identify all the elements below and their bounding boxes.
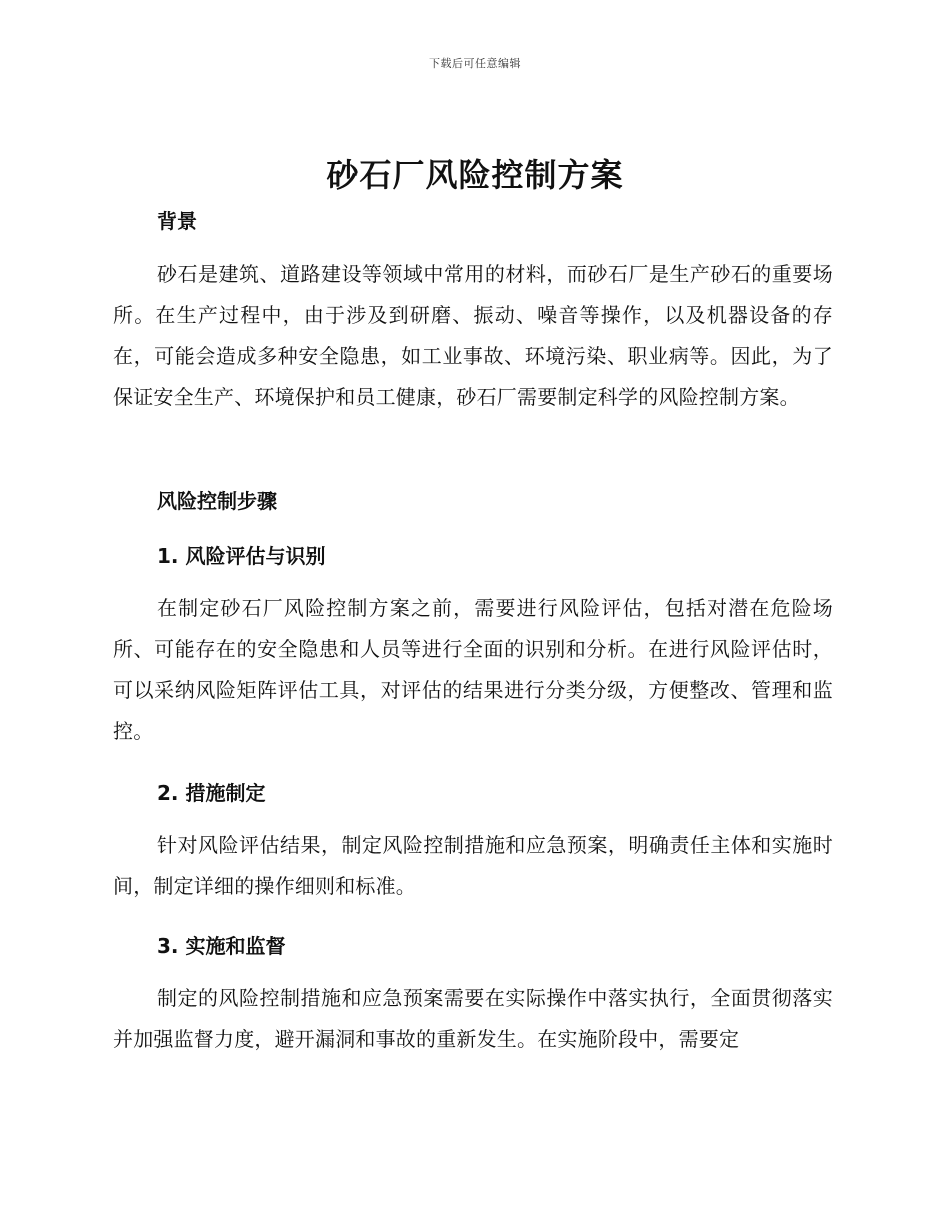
- step2-paragraph: 针对风险评估结果，制定风险控制措施和应急预案，明确责任主体和实施时间，制定详细的操作细则和标准。: [113, 833, 833, 898]
- step1-heading: 1. 风险评估与识别: [157, 544, 326, 568]
- header-note: 下载后可任意编辑: [429, 57, 521, 70]
- background-paragraph: 砂石是建筑、道路建设等领域中常用的材料，而砂石厂是生产砂石的重要场所。在生产过程中，由于涉及到研磨、振动、噪音等操作，以及机器设备的存在，可能会造成多种安全隐患，如工业事故、环境污染、职业病等。因此，为了保证安全生产、环境保护和员工健康，砂石厂需要制定科学的风险控制方案。: [113, 262, 833, 409]
- document-title: 砂石厂风险控制方案: [326, 156, 624, 194]
- step3-heading: 3. 实施和监督: [157, 934, 286, 958]
- step2-heading: 2. 措施制定: [157, 781, 266, 805]
- background-heading: 背景: [157, 209, 197, 233]
- steps-heading: 风险控制步骤: [157, 489, 277, 513]
- step1-paragraph: 在制定砂石厂风险控制方案之前，需要进行风险评估，包括对潜在危险场所、可能存在的安全隐患和人员等进行全面的识别和分析。在进行风险评估时，可以采纳风险矩阵评估工具，对评估的结果进行分类分级，方便整改、管理和监控。: [113, 596, 833, 743]
- step3-paragraph: 制定的风险控制措施和应急预案需要在实际操作中落实执行，全面贯彻落实并加强监督力度，避开漏洞和事故的重新发生。在实施阶段中，需要定: [113, 986, 833, 1051]
